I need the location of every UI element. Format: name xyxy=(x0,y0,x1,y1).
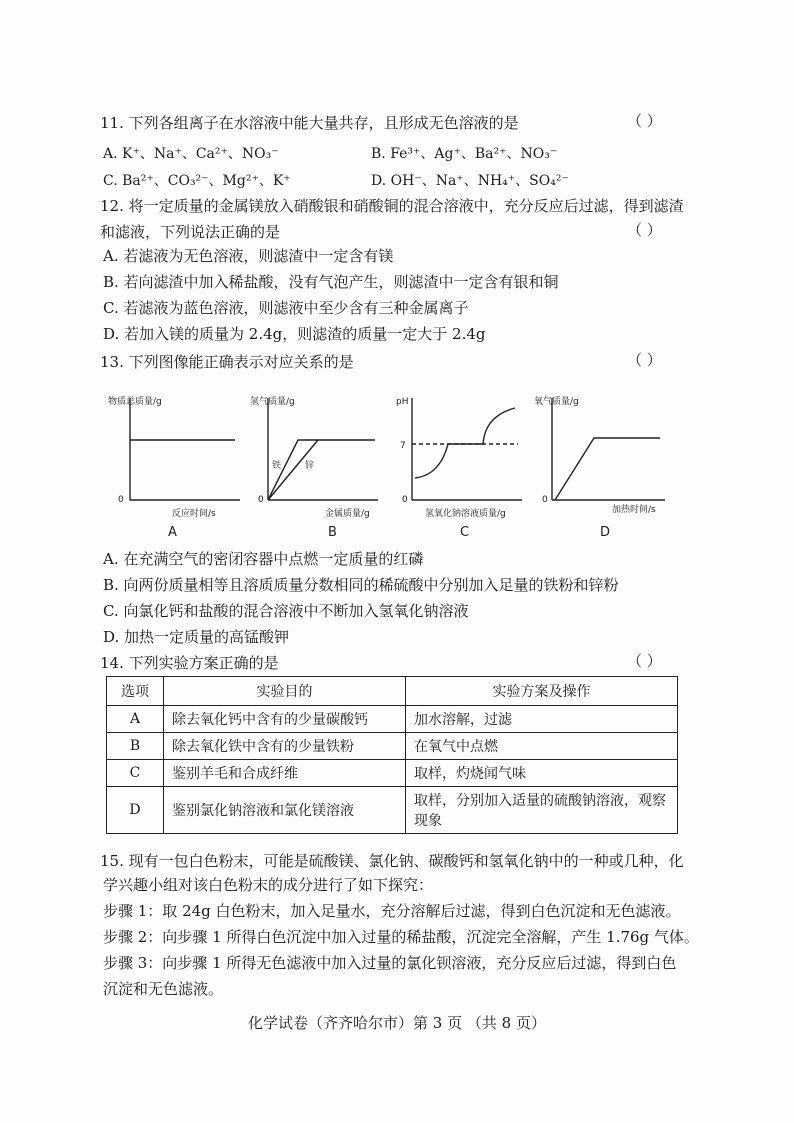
q12-option-d: D. 若加入镁的质量为 2.4g，则滤渣的质量一定大于 2.4g xyxy=(103,325,486,343)
table-header-method: 实验方案及操作 xyxy=(406,677,678,706)
table-cell-method: 取样，分别加入适量的硫酸钠溶液，观察现象 xyxy=(406,787,678,834)
q15-stem-line1: 15. 现有一包白色粉末，可能是硫酸镁、氯化钠、碳酸钙和氢氧化钠中的一种或几种，化 xyxy=(100,852,684,870)
table-row xyxy=(107,787,678,834)
q13-answer-bracket: （ ） xyxy=(627,351,662,369)
graph-b-ylabel: 氢气质量/g xyxy=(250,397,295,407)
graph-a-letter: A xyxy=(168,525,177,540)
q13-option-b: B. 向两份质量相等且溶质质量分数相同的稀硫酸中分别加入足量的铁粉和锌粉 xyxy=(103,576,619,594)
graph-b-label-zn: 锌 xyxy=(305,461,315,471)
graph-d-letter: D xyxy=(600,525,611,540)
table-cell-method: 取样，灼烧闻气味 xyxy=(406,760,678,787)
table-row xyxy=(107,733,678,760)
graph-c-origin: 0 xyxy=(402,495,408,505)
graph-a-ylabel: 物质总质量/g xyxy=(108,397,162,407)
q14-stem: 14. 下列实验方案正确的是 xyxy=(100,654,279,672)
table-header-goal: 实验目的 xyxy=(164,677,406,706)
q13-stem: 13. 下列图像能正确表示对应关系的是 xyxy=(100,353,354,371)
q13-graphs xyxy=(100,390,680,540)
q13-option-d: D. 加热一定质量的高锰酸钾 xyxy=(103,628,290,646)
page-footer: 化学试卷（齐齐哈尔市）第 3 页 （共 8 页） xyxy=(248,1014,546,1032)
graph-b-curve-fe xyxy=(268,440,375,500)
graph-b-label-fe: 铁 xyxy=(272,461,282,471)
q12-stem-line2: 和滤液，下列说法正确的是 xyxy=(100,223,281,241)
table-header-row xyxy=(107,677,678,706)
graph-a-origin: 0 xyxy=(118,495,124,505)
graph-c-tick7: 7 xyxy=(400,441,406,451)
q11-option-a: A. K⁺、Na⁺、Ca²⁺、NO₃⁻ xyxy=(103,146,279,162)
table-cell-goal: 鉴别氯化钠溶液和氯化镁溶液 xyxy=(164,787,406,834)
graph-c-letter: C xyxy=(460,525,470,540)
q11-answer-bracket: （ ） xyxy=(627,112,662,130)
table-cell-option: C xyxy=(107,760,164,787)
q13-graphs-svg xyxy=(100,390,680,540)
q12-answer-bracket: （ ） xyxy=(627,221,662,239)
graph-c-ylabel: pH xyxy=(396,397,409,407)
graph-c-curve xyxy=(415,408,515,478)
q15-step1: 步骤 1：取 24g 白色粉末，加入足量水，充分溶解后过滤，得到白色沉淀和无色滤液。 xyxy=(103,902,681,920)
q15-stem-line2: 学兴趣小组对该白色粉末的成分进行了如下探究： xyxy=(103,876,434,894)
q13-option-c: C. 向氯化钙和盐酸的混合溶液中不断加入氢氧化钠溶液 xyxy=(103,602,469,620)
graph-d-curve xyxy=(555,438,660,500)
q15-step2: 步骤 2：向步骤 1 所得白色沉淀中加入过量的稀盐酸，沉淀完全溶解，产生 1.76g 气体。 xyxy=(103,928,699,946)
q15-step3-line1: 步骤 3：向步骤 1 所得无色滤液中加入过量的氯化钡溶液，充分反应后过滤，得到白色 xyxy=(103,954,677,972)
table-cell-method: 加水溶解，过滤 xyxy=(406,706,678,733)
table-cell-method: 在氧气中点燃 xyxy=(406,733,678,760)
graph-d-xlabel: 加热时间/s xyxy=(612,505,656,515)
table-row xyxy=(107,706,678,733)
q11-stem: 11. 下列各组离子在水溶液中能大量共存，且形成无色溶液的是 xyxy=(100,114,519,132)
table-header-option: 选项 xyxy=(107,677,164,706)
q12-option-a: A. 若滤液为无色溶液，则滤渣中一定含有镁 xyxy=(103,247,394,265)
table-cell-option: D xyxy=(107,787,164,834)
q15-step3-line2: 沉淀和无色滤液。 xyxy=(103,980,224,998)
table-cell-goal: 鉴别羊毛和合成纤维 xyxy=(164,760,406,787)
graph-a-xlabel: 反应时间/s xyxy=(172,509,216,519)
table-cell-option: A xyxy=(107,706,164,733)
graph-b-letter: B xyxy=(328,525,337,540)
q12-stem-line1: 12. 将一定质量的金属镁放入硝酸银和硝酸铜的混合溶液中，充分反应后过滤，得到滤渣 xyxy=(100,197,684,215)
q11-option-d: D. OH⁻、Na⁺、NH₄⁺、SO₄²⁻ xyxy=(371,173,569,189)
table-cell-goal: 除去氧化铁中含有的少量铁粉 xyxy=(164,733,406,760)
q13-option-a: A. 在充满空气的密闭容器中点燃一定质量的红磷 xyxy=(103,550,424,568)
q11-option-b: B. Fe³⁺、Ag⁺、Ba²⁺、NO₃⁻ xyxy=(371,146,558,162)
q14-answer-bracket: （ ） xyxy=(627,652,662,670)
table-cell-goal: 除去氧化钙中含有的少量碳酸钙 xyxy=(164,706,406,733)
q14-table xyxy=(106,676,678,834)
table-cell-option: B xyxy=(107,733,164,760)
graph-c-xlabel: 氢氧化钠溶液质量/g xyxy=(425,509,506,519)
q11-option-c: C. Ba²⁺、CO₃²⁻、Mg²⁺、K⁺ xyxy=(103,173,291,189)
graph-b-xlabel: 金属质量/g xyxy=(325,509,370,519)
graph-b-origin: 0 xyxy=(258,495,264,505)
graph-d-origin: 0 xyxy=(542,495,548,505)
q12-option-b: B. 若向滤渣中加入稀盐酸，没有气泡产生，则滤渣中一定含有银和铜 xyxy=(103,273,559,291)
q12-option-c: C. 若滤液为蓝色溶液，则滤液中至少含有三种金属离子 xyxy=(103,299,469,317)
graph-d-ylabel: 氧气质量/g xyxy=(534,397,579,407)
table-row xyxy=(107,760,678,787)
